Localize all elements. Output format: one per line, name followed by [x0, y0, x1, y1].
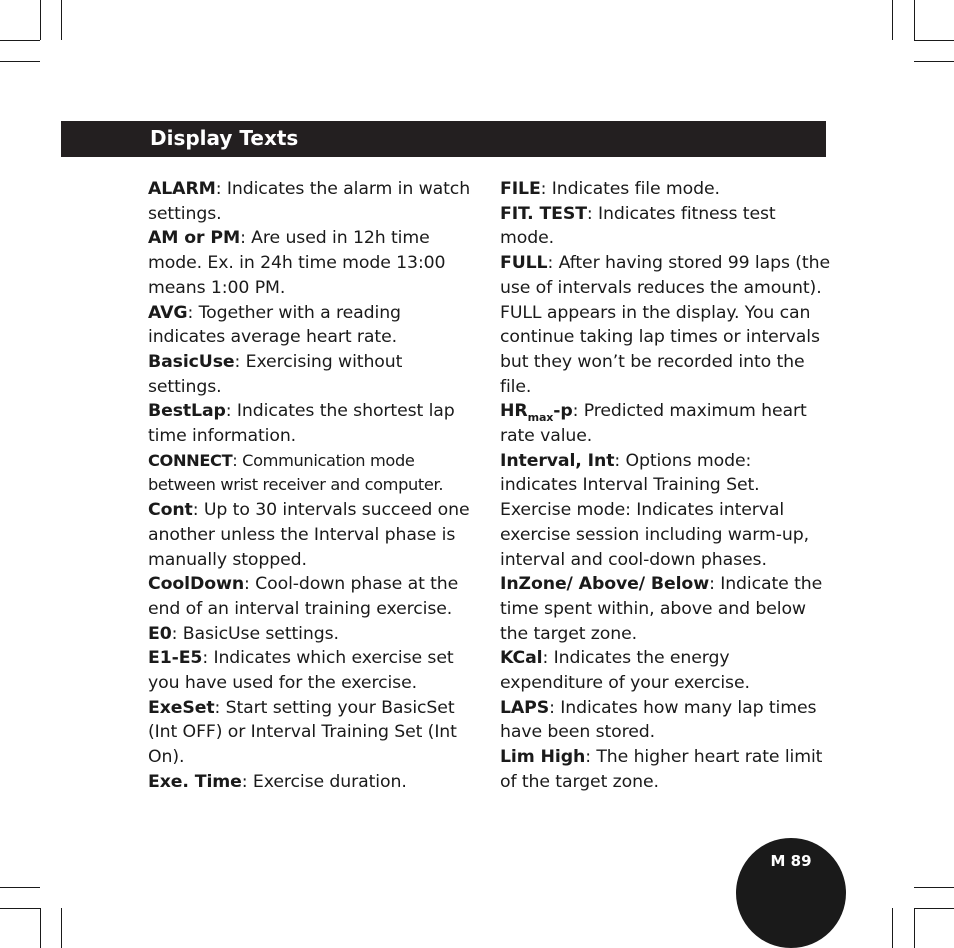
- crop-mark-top-right-h: [914, 40, 954, 41]
- crop-mark-top-right-v2: [892, 0, 893, 40]
- crop-mark-top-right-h2: [914, 61, 954, 62]
- entry-full: FULL: After having stored 99 laps (the use of intervals reduces the amount). FULL appears in the display. You can continue taking lap times or intervals but they won’t be recorded into the file.: [500, 253, 830, 397]
- crop-mark-top-left-h2: [0, 61, 40, 62]
- crop-mark-bottom-left-h: [0, 887, 40, 888]
- right-column: [500, 177, 830, 795]
- crop-mark-bottom-left-v2: [61, 908, 62, 948]
- entry-basicuse: BasicUse: Exercising without settings.: [148, 351, 403, 397]
- entry-file: FILE: Indicates file mode.: [500, 179, 720, 199]
- entry-e1-e5: E1-E5: Indicates which exercise set you have used for the exercise.: [148, 648, 454, 694]
- section-title: Display Texts: [150, 126, 299, 150]
- crop-mark-bottom-right-v2: [892, 908, 893, 948]
- crop-mark-top-left-h: [0, 40, 40, 41]
- crop-mark-top-left-v2: [61, 0, 62, 40]
- entry-hrmax-p: $HR_{max}-p$: Predicted maximum heart rate value.: [500, 401, 807, 447]
- crop-mark-bottom-left-v: [40, 908, 41, 948]
- entry-lim-high: Lim High: The higher heart rate limit of the target zone.: [500, 747, 823, 792]
- entry-exeset: ExeSet: Start setting your BasicSet (Int OFF) or Interval Training Set (Int On).: [148, 697, 457, 768]
- entry-connect: CONNECT: Communication mode between wrist receiver and computer.: [148, 450, 444, 495]
- crop-mark-top-right-v: [914, 0, 915, 40]
- crop-mark-bottom-right-h2: [914, 908, 954, 909]
- section-header-bar: [61, 121, 826, 157]
- crop-mark-bottom-left-h2: [0, 908, 40, 909]
- entry-interval: Interval, Int: Options mode: indicates Interval Training Set. Exercise mode: Indicates interval exercise session including warm-up, interval and cool-down phases.: [500, 450, 809, 570]
- entry-bestlap: BestLap: Indicates the shortest lap time information.: [148, 401, 455, 447]
- entry-inzone: InZone/ Above/ Below: Indicate the time spent within, above and below the target zone.: [500, 574, 823, 644]
- entry-am-pm: AM or PM: Are used in 12h time mode. Ex. in 24h time mode 13:00 means 1:00 PM.: [148, 228, 446, 298]
- crop-mark-bottom-right-h: [914, 887, 954, 888]
- entry-avg: AVG: Together with a reading indicates average heart rate.: [148, 302, 401, 348]
- entry-exe-time: Exe. Time: Exercise duration.: [148, 771, 407, 792]
- entry-fit-test: FIT. TEST: Indicates fitness test mode.: [500, 203, 776, 249]
- entry-kcal: KCal: Indicates the energy expenditure of your exercise.: [500, 648, 750, 694]
- entry-e0: E0: BasicUse settings.: [148, 623, 339, 644]
- entry-laps: LAPS: Indicates how many lap times have been stored.: [500, 697, 817, 743]
- page-number: M 89: [770, 852, 812, 870]
- page-number-badge: [736, 838, 846, 948]
- crop-mark-top-left-v: [40, 0, 41, 40]
- entry-alarm: ALARM: Indicates the alarm in watch settings.: [148, 179, 471, 224]
- entry-cooldown: CoolDown: Cool-down phase at the end of an interval training exercise.: [148, 574, 459, 619]
- left-column: [148, 177, 478, 795]
- entry-cont: Cont: Up to 30 intervals succeed one another unless the Interval phase is manually stopped.: [148, 500, 470, 570]
- crop-mark-bottom-right-v: [914, 908, 915, 948]
